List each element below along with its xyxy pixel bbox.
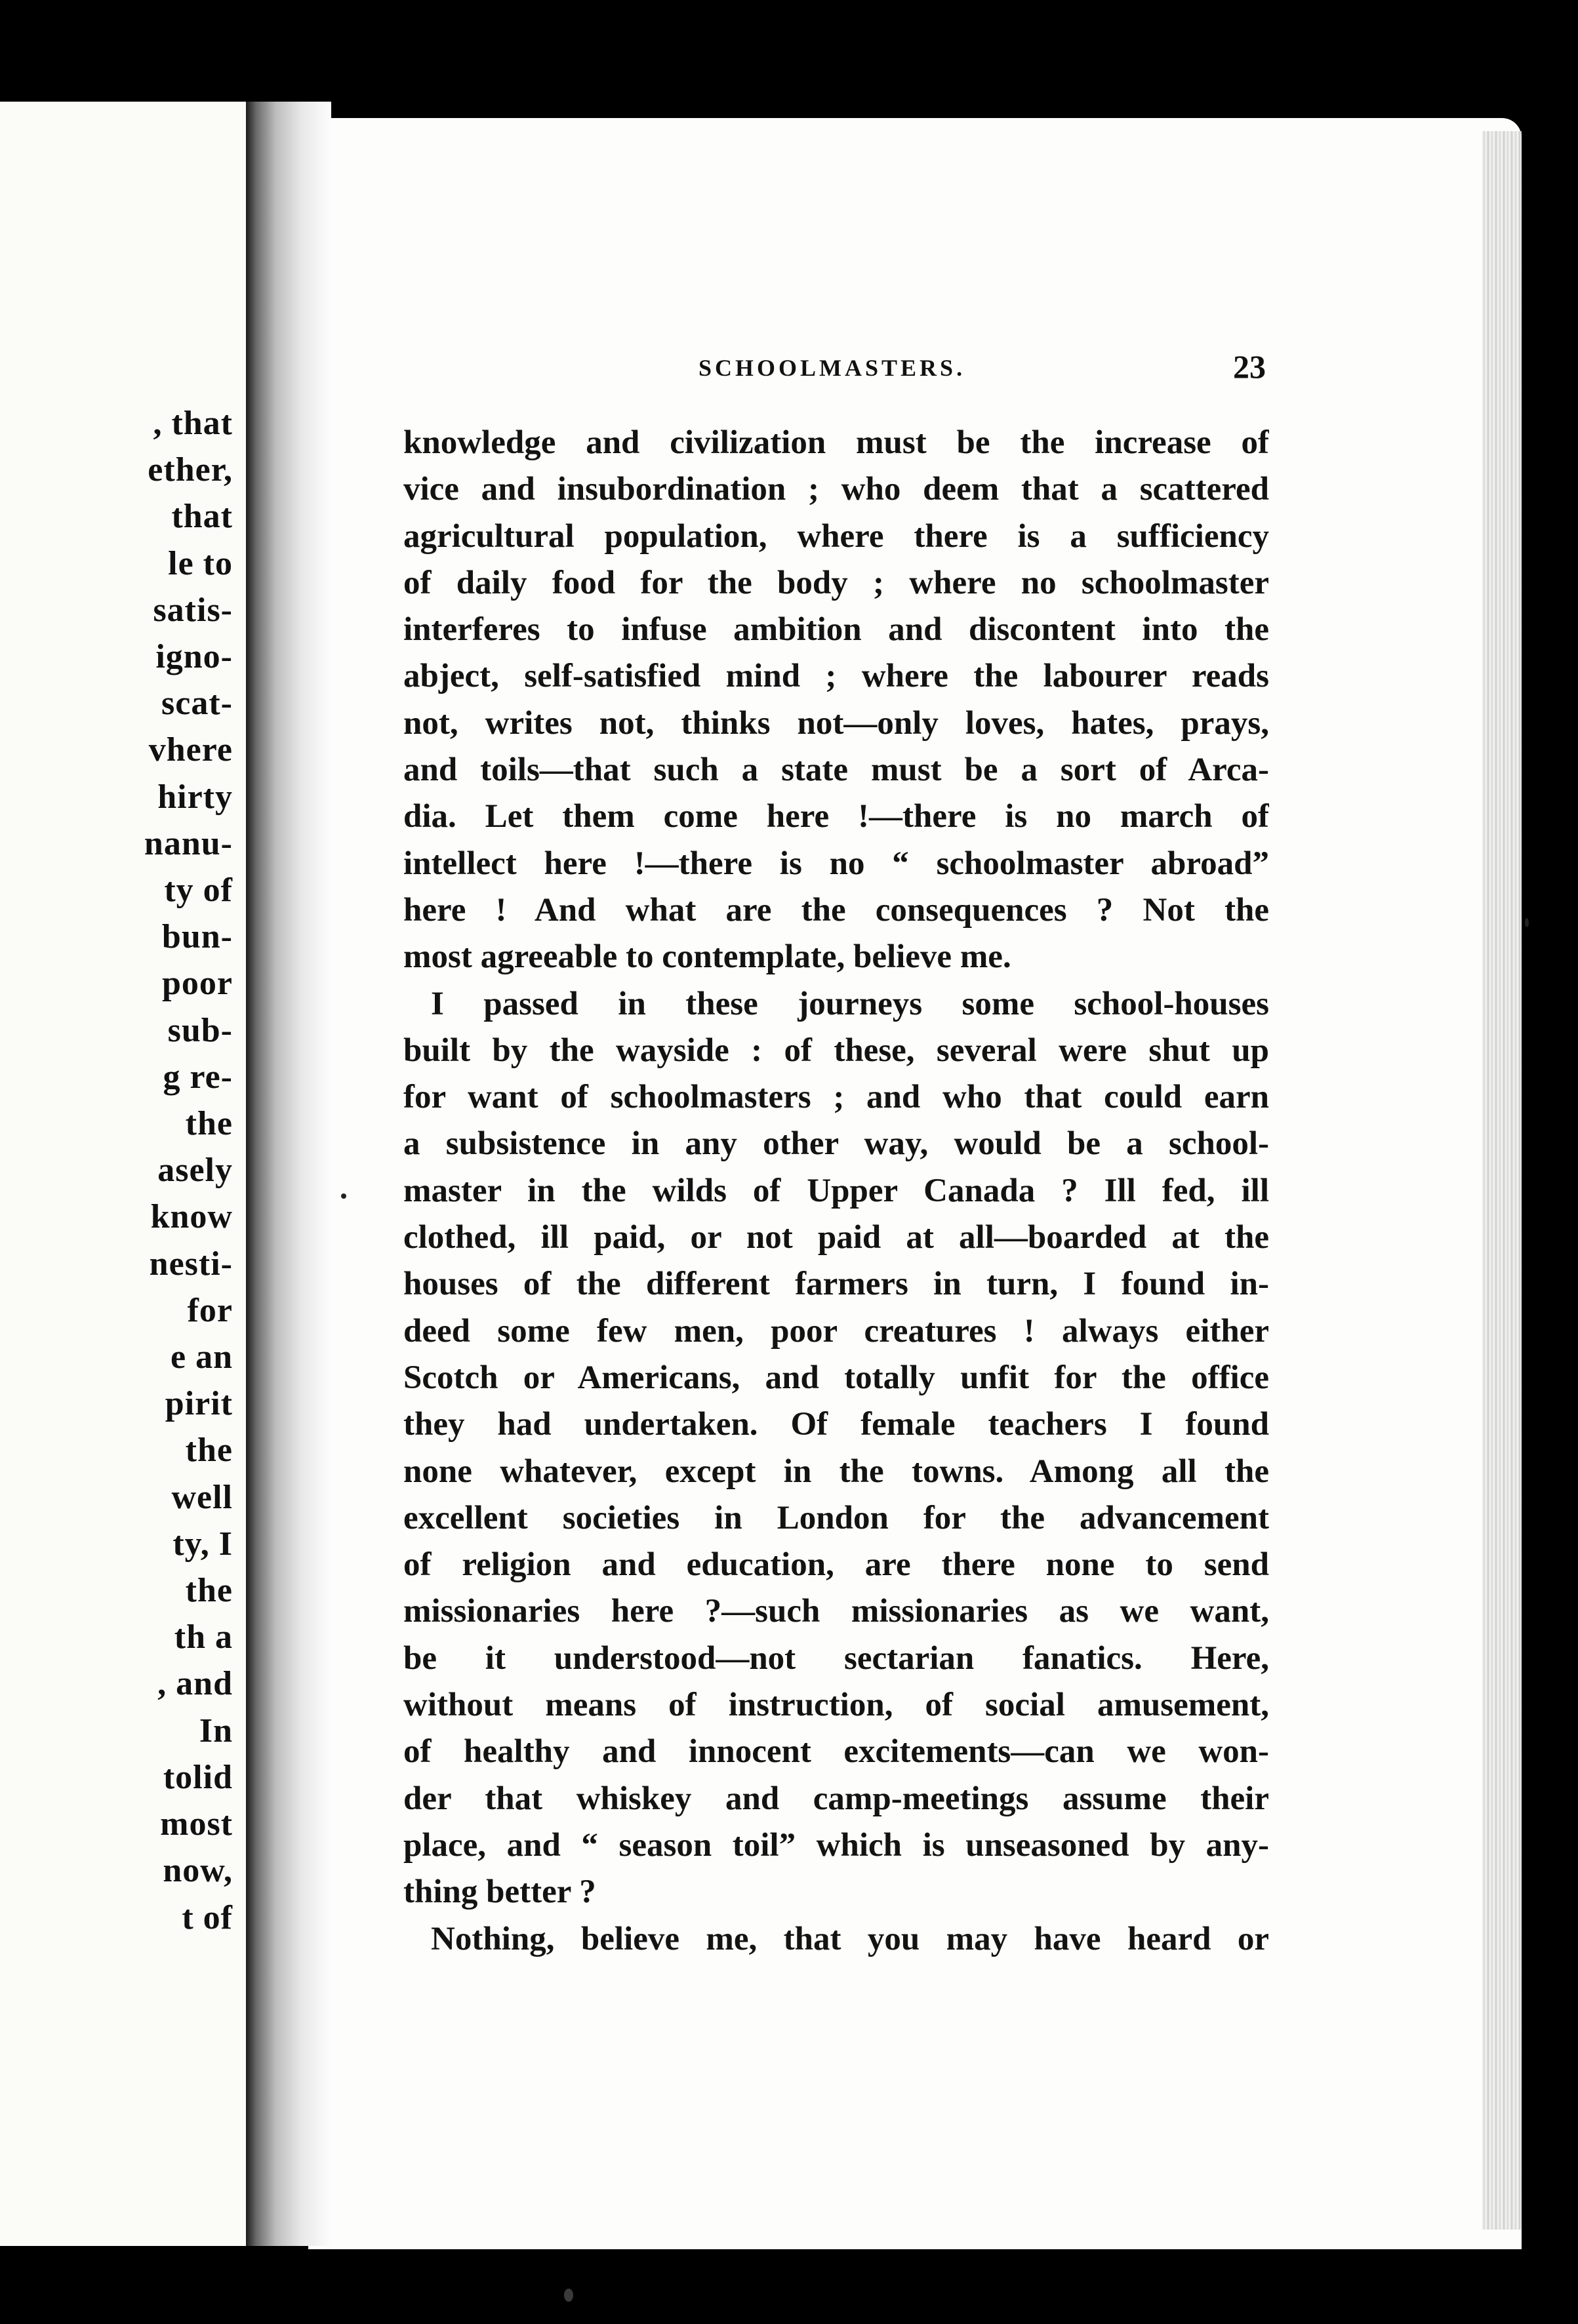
fragment-line: e an <box>171 1338 233 1376</box>
text-line: thing better ? <box>403 1873 596 1911</box>
fragment-line: vhere <box>148 731 233 769</box>
text-line: interferes to infuse ambition and discontent into the <box>403 611 1269 649</box>
text-line: none whatever, except in the towns. Among all the <box>403 1452 1269 1490</box>
scan-speck <box>341 1193 346 1199</box>
text-line: without means of instruction, of social amusement, <box>403 1687 1269 1724</box>
book-gutter-shadow <box>246 102 331 2246</box>
fragment-line: the <box>185 1105 233 1143</box>
text-line: they had undertaken. Of female teachers I found <box>403 1406 1269 1443</box>
scan-speck <box>1525 918 1529 927</box>
fragment-line: , that <box>153 405 233 442</box>
fragment-line: igno- <box>155 638 233 676</box>
scan-speck <box>564 2289 573 2302</box>
fragment-line: ether, <box>148 451 233 489</box>
facing-page-text <box>62 400 233 1941</box>
text-line: Scotch or Americans, and totally unfit for the office <box>403 1359 1269 1396</box>
text-line: dia. Let them come here !—there is no march of <box>403 798 1269 835</box>
fragment-line: g re- <box>163 1058 233 1096</box>
fragment-line: pirit <box>165 1385 233 1423</box>
text-line: intellect here !—there is no “ schoolmaster abroad” <box>403 845 1269 882</box>
text-line: most agreeable to contemplate, believe me. <box>403 938 1011 976</box>
running-head: SCHOOLMASTERS. <box>698 355 966 381</box>
fragment-line: the <box>185 1432 233 1470</box>
fragment-line: for <box>187 1291 233 1329</box>
fragment-line: know <box>150 1198 233 1236</box>
fragment-line: the <box>185 1572 233 1610</box>
fragment-line: sub- <box>167 1011 233 1049</box>
text-line: clothed, ill paid, or not paid at all—boarded at the <box>403 1219 1269 1256</box>
text-line: agricultural population, where there is a sufficiency <box>403 517 1269 555</box>
text-line: deed some few men, poor creatures ! always either <box>403 1312 1269 1350</box>
fragment-line: that <box>171 498 233 536</box>
text-line: of religion and education, are there none to send <box>403 1546 1269 1584</box>
facing-page-fragment <box>0 102 246 2246</box>
text-line: knowledge and civilization must be the increase of <box>403 424 1269 461</box>
fragment-line: t of <box>182 1898 233 1936</box>
fragment-line: asely <box>157 1152 233 1190</box>
text-line: and toils—that such a state must be a sort of Arca- <box>403 751 1269 789</box>
fragment-line: le to <box>168 544 233 582</box>
fragment-line: most <box>160 1805 233 1843</box>
text-line: master in the wilds of Upper Canada ? Ill fed, ill <box>403 1172 1269 1209</box>
text-line: houses of the different farmers in turn, I found in- <box>403 1266 1269 1303</box>
fragment-line: ty, I <box>172 1525 233 1563</box>
fragment-line: scat- <box>161 685 233 723</box>
text-line: abject, self-satisfied mind ; where the labourer reads <box>403 658 1269 695</box>
text-line: be it understood—not sectarian fanatics. Here, <box>403 1639 1269 1677</box>
fragment-line: now, <box>163 1852 233 1890</box>
fragment-line: hirty <box>157 778 233 816</box>
body-text <box>403 420 1269 1963</box>
text-line: place, and “ season toil” which is unseasoned by any- <box>403 1826 1269 1864</box>
paragraph-start-line: I passed in these journeys some school-houses <box>431 985 1269 1022</box>
fragment-line: poor <box>162 965 233 1003</box>
page-number: 23 <box>1233 348 1266 385</box>
fragment-line: tolid <box>163 1758 233 1796</box>
fragment-line: ty of <box>164 872 233 910</box>
fragment-line: In <box>199 1712 233 1750</box>
text-line: a subsistence in any other way, would be a school- <box>403 1125 1269 1163</box>
fragment-line: bun- <box>161 918 233 956</box>
text-line: for want of schoolmasters ; and who that could earn <box>403 1079 1269 1116</box>
fragment-line: nanu- <box>144 824 233 862</box>
text-line: missionaries here ?—such missionaries as we want, <box>403 1593 1269 1630</box>
fragment-line: th a <box>174 1618 233 1656</box>
text-line: not, writes not, thinks not—only loves, hates, prays, <box>403 704 1269 742</box>
fragment-line: satis- <box>153 591 233 629</box>
text-line: built by the wayside : of these, several were shut up <box>403 1032 1269 1069</box>
fragment-line: , and <box>157 1665 233 1703</box>
text-line: of healthy and innocent excitements—can we won- <box>403 1733 1269 1771</box>
text-line: der that whiskey and camp-meetings assume their <box>403 1780 1269 1817</box>
fragment-line: nesti- <box>149 1245 233 1283</box>
text-line: excellent societies in London for the advancement <box>403 1499 1269 1536</box>
page-edge-stack <box>1482 131 1522 2230</box>
text-line: vice and insubordination ; who deem that a scattered <box>403 471 1269 508</box>
paragraph-start-line: Nothing, believe me, that you may have heard or <box>431 1920 1269 1957</box>
text-line: here ! And what are the consequences ? Not the <box>403 891 1269 929</box>
text-line: of daily food for the body ; where no schoolmaster <box>403 564 1269 601</box>
fragment-line: well <box>171 1478 233 1516</box>
